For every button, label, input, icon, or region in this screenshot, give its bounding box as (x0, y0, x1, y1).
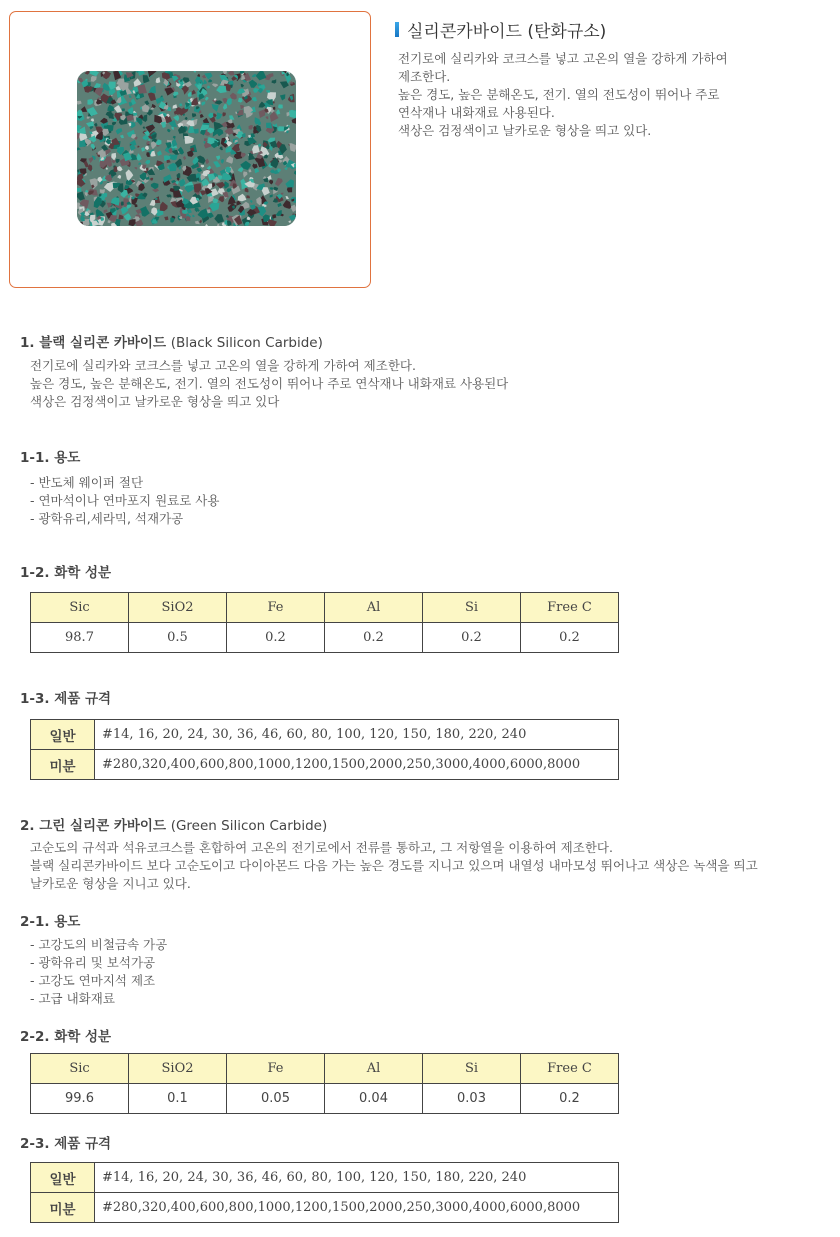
table-cell: 0.5 (129, 623, 227, 653)
table-header: Si (423, 1054, 521, 1084)
usage-item: - 광학유리,세라믹, 석재가공 (30, 511, 184, 526)
spec-value: #280,320,400,600,800,1000,1200,1500,2000,250,3000,4000,6000,8000 (95, 1193, 619, 1223)
table-header: Al (325, 593, 423, 623)
product-image-frame (9, 11, 371, 288)
table-cell: 0.03 (423, 1084, 521, 1114)
table-cell: 0.2 (521, 623, 619, 653)
table-header: Sic (31, 1054, 129, 1084)
description-line: 고순도의 규석과 석유코크스를 혼합하여 고온의 전기로에서 전류를 통하고, 그 저항열을 이용하여 제조한다. (30, 840, 613, 855)
spec-label: 일반 (31, 1163, 95, 1193)
black-usage-heading: 1-1. 용도 (20, 450, 81, 466)
green-usage-heading: 2-1. 용도 (20, 914, 81, 930)
intro-line: 색상은 검정색이고 날카로운 형상을 띄고 있다. (398, 123, 652, 138)
usage-item: - 반도체 웨이퍼 절단 (30, 475, 144, 490)
table-cell: 0.05 (227, 1084, 325, 1114)
spec-label: 일반 (31, 720, 95, 750)
table-row (31, 750, 619, 780)
usage-item: - 고강도 연마지석 제조 (30, 973, 156, 988)
table-header: Fe (227, 1054, 325, 1084)
spec-value: #14, 16, 20, 24, 30, 36, 46, 60, 80, 100, 120, 150, 180, 220, 240 (95, 1163, 619, 1193)
green-spec-heading: 2-3. 제품 규격 (20, 1136, 112, 1152)
intro-line: 연삭재나 내화재료 사용된다. (398, 105, 555, 120)
black-sic-heading (20, 331, 323, 351)
intro-section (393, 17, 823, 140)
intro-description (398, 50, 823, 140)
usage-item: - 고급 내화재료 (30, 991, 115, 1006)
heading-ko: 2. 그린 실리콘 카바이드 (20, 818, 166, 834)
table-row (31, 1084, 619, 1114)
heading-en: (Green Silicon Carbide) (170, 818, 328, 834)
black-usage-list (30, 474, 219, 528)
table-header: Free C (521, 593, 619, 623)
intro-line: 높은 경도, 높은 분해온도, 전기. 열의 전도성이 뛰어나 주로 (398, 87, 720, 102)
usage-item: - 광학유리 및 보석가공 (30, 955, 156, 970)
green-spec-table (30, 1162, 619, 1223)
table-cell: 98.7 (31, 623, 129, 653)
green-chem-heading: 2-2. 화학 성분 (20, 1029, 112, 1045)
page-title (393, 17, 823, 41)
table-header: Si (423, 593, 521, 623)
table-header: SiO2 (129, 1054, 227, 1084)
table-header: SiO2 (129, 593, 227, 623)
table-header: Free C (521, 1054, 619, 1084)
spec-label: 미분 (31, 1193, 95, 1223)
table-cell: 0.2 (423, 623, 521, 653)
title-text: 실리콘카바이드 (탄화규소) (407, 21, 607, 42)
green-chem-table (30, 1053, 619, 1114)
table-row (31, 623, 619, 653)
intro-line: 전기로에 실리카와 코크스를 넣고 고온의 열을 강하게 가하여 (398, 51, 728, 66)
heading-en: (Black Silicon Carbide) (170, 335, 323, 351)
black-chem-heading: 1-2. 화학 성분 (20, 565, 112, 581)
description-line: 블랙 실리콘카바이드 보다 고순도이고 다이아몬드 다음 가는 높은 경도를 지니고 있으며 내열성 내마모성 뛰어나고 색상은 녹색을 띄고 (30, 858, 758, 873)
table-row (31, 720, 619, 750)
table-header: Sic (31, 593, 129, 623)
table-cell: 0.2 (325, 623, 423, 653)
table-row (31, 1193, 619, 1223)
table-cell: 0.2 (521, 1084, 619, 1114)
spec-label: 미분 (31, 750, 95, 780)
spec-value: #280,320,400,600,800,1000,1200,1500,2000,250,3000,4000,6000,8000 (95, 750, 619, 780)
table-cell: 99.6 (31, 1084, 129, 1114)
green-sic-heading (20, 814, 327, 834)
description-line: 색상은 검정색이고 날카로운 형상을 띄고 있다 (30, 394, 280, 409)
black-spec-table (30, 719, 619, 780)
table-cell: 0.1 (129, 1084, 227, 1114)
black-sic-description (30, 357, 508, 411)
title-accent-bar (395, 22, 399, 37)
table-cell: 0.04 (325, 1084, 423, 1114)
description-line: 전기로에 실리카와 코크스를 넣고 고온의 열을 강하게 가하여 제조한다. (30, 358, 416, 373)
table-header: Al (325, 1054, 423, 1084)
black-chem-table (30, 592, 619, 653)
description-line: 높은 경도, 높은 분해온도, 전기. 열의 전도성이 뛰어나 주로 연삭재나 내화재료 사용된다 (30, 376, 509, 391)
heading-ko: 1. 블랙 실리콘 카바이드 (20, 335, 166, 351)
black-spec-heading: 1-3. 제품 규격 (20, 691, 112, 707)
green-sic-description (30, 839, 758, 893)
table-cell: 0.2 (227, 623, 325, 653)
green-usage-list (30, 936, 167, 1008)
silicon-carbide-grain-photo (77, 71, 296, 226)
table-row (31, 1163, 619, 1193)
intro-line: 제조한다. (398, 69, 451, 84)
usage-item: - 고강도의 비철금속 가공 (30, 937, 168, 952)
table-header: Fe (227, 593, 325, 623)
table-header-row (31, 593, 619, 623)
description-line: 날카로운 형상을 지니고 있다. (30, 876, 191, 891)
spec-value: #14, 16, 20, 24, 30, 36, 46, 60, 80, 100, 120, 150, 180, 220, 240 (95, 720, 619, 750)
usage-item: - 연마석이나 연마포지 원료로 사용 (30, 493, 220, 508)
table-header-row (31, 1054, 619, 1084)
